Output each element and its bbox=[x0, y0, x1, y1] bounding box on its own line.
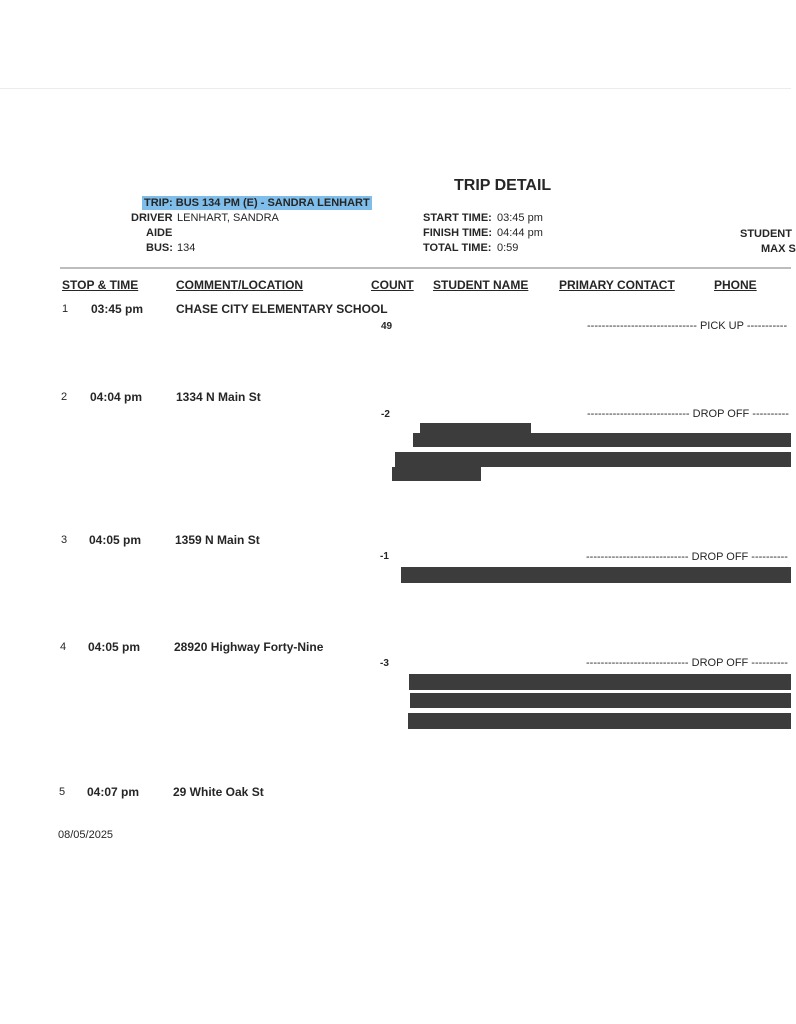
redaction-bar bbox=[401, 567, 791, 583]
stop-time: 04:04 pm bbox=[90, 390, 143, 404]
col-comment-location: COMMENT/LOCATION bbox=[176, 278, 304, 292]
page-top-edge bbox=[0, 88, 791, 89]
redaction-bar bbox=[392, 467, 481, 481]
bus-value: 134 bbox=[177, 242, 196, 254]
aide-label: AIDE bbox=[146, 227, 173, 239]
footer-date: 08/05/2025 bbox=[58, 829, 114, 841]
stop-number: 4 bbox=[60, 641, 67, 653]
stop-number: 3 bbox=[61, 534, 68, 546]
redaction-bar bbox=[413, 433, 791, 447]
total-time-value: 0:59 bbox=[497, 242, 519, 254]
stop-time: 04:05 pm bbox=[88, 640, 141, 654]
stop-count: -2 bbox=[381, 409, 390, 420]
stop-location: 29 White Oak St bbox=[173, 785, 264, 799]
col-primary-contact: PRIMARY CONTACT bbox=[559, 278, 675, 292]
col-stop-time: STOP & TIME bbox=[62, 278, 139, 292]
driver-value: LENHART, SANDRA bbox=[177, 212, 279, 224]
redaction-bar bbox=[410, 693, 791, 708]
col-phone: PHONE bbox=[714, 278, 757, 292]
stop-count: 49 bbox=[381, 321, 393, 332]
stop-action: ---------------------------- DROP OFF ---------- bbox=[587, 408, 789, 420]
driver-label: DRIVER bbox=[131, 212, 173, 224]
stop-action: ------------------------------ PICK UP ----------- bbox=[587, 320, 788, 332]
stop-time: 03:45 pm bbox=[91, 302, 144, 316]
stop-count: -1 bbox=[380, 551, 389, 562]
header-divider bbox=[60, 267, 791, 269]
max-label-cutoff: MAX S bbox=[761, 243, 796, 255]
bus-label: BUS: bbox=[146, 242, 173, 254]
stop-location: 1359 N Main St bbox=[175, 533, 260, 547]
stop-count: -3 bbox=[380, 658, 389, 669]
col-student-name: STUDENT NAME bbox=[433, 278, 529, 292]
stop-time: 04:07 pm bbox=[87, 785, 140, 799]
stop-number: 2 bbox=[61, 391, 68, 403]
page-title: TRIP DETAIL bbox=[454, 177, 552, 194]
col-count: COUNT bbox=[371, 278, 414, 292]
stop-location: 28920 Highway Forty-Nine bbox=[174, 640, 324, 654]
student-label-cutoff: STUDENT bbox=[740, 228, 792, 240]
start-time-label: START TIME: bbox=[423, 212, 492, 224]
redaction-bar bbox=[408, 713, 791, 729]
stop-number: 1 bbox=[62, 303, 69, 315]
stop-location: 1334 N Main St bbox=[176, 390, 261, 404]
stop-action: ---------------------------- DROP OFF ---------- bbox=[586, 657, 788, 669]
stop-number: 5 bbox=[59, 786, 66, 798]
total-time-label: TOTAL TIME: bbox=[423, 242, 492, 254]
start-time-value: 03:45 pm bbox=[497, 212, 543, 224]
finish-time-label: FINISH TIME: bbox=[423, 227, 493, 239]
trip-label-highlighted: TRIP: BUS 134 PM (E) - SANDRA LENHART bbox=[144, 197, 370, 209]
stop-location: CHASE CITY ELEMENTARY SCHOOL bbox=[176, 302, 388, 316]
finish-time-value: 04:44 pm bbox=[497, 227, 543, 239]
stop-time: 04:05 pm bbox=[89, 533, 142, 547]
redaction-bar bbox=[395, 452, 791, 467]
stop-action: ---------------------------- DROP OFF ---------- bbox=[586, 551, 788, 563]
redaction-bar bbox=[409, 674, 791, 690]
